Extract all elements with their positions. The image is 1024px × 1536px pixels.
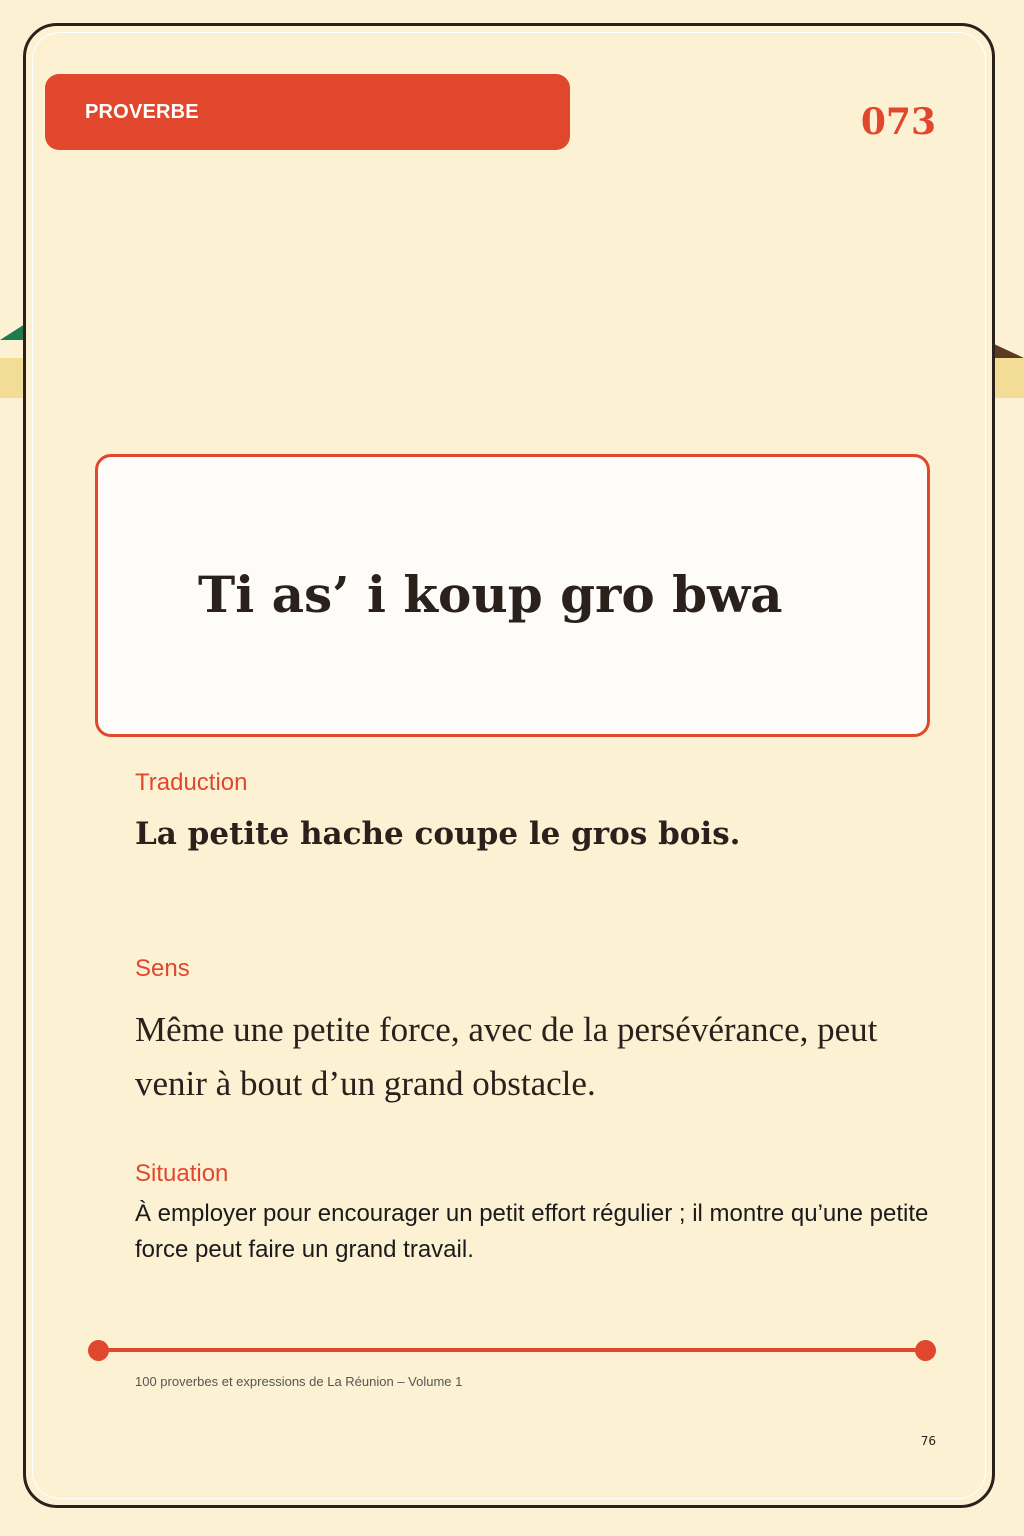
- proverb-number: 073: [860, 101, 936, 143]
- card-inner-border: [32, 32, 986, 1499]
- situation-label: Situation: [135, 1160, 229, 1187]
- divider-dot-right: [915, 1340, 936, 1361]
- situation-text: À employer pour encourager un petit effort régulier ; il montre qu’une petite force peut faire un grand travail.: [135, 1200, 929, 1263]
- proverb-card: [23, 23, 995, 1508]
- translation-text: La petite hache coupe le gros bois.: [135, 816, 741, 852]
- meaning-text: Même une petite force, avec de la persévérance, peut venir à bout d’un grand obstacle.: [135, 1010, 878, 1103]
- footer-divider: [98, 1348, 926, 1352]
- proverb-box: [95, 454, 930, 737]
- category-tag: PROVERBE: [45, 74, 570, 150]
- book-title: 100 proverbes et expressions de La Réunion – Volume 1: [135, 1374, 463, 1389]
- meaning-label: Sens: [135, 955, 190, 982]
- page-number: 76: [920, 1434, 936, 1448]
- translation-label: Traduction: [135, 769, 248, 796]
- divider-dot-left: [88, 1340, 109, 1361]
- background-decoration-right: [994, 344, 1024, 358]
- proverb-text: Ti as’ i koup gro bwa: [198, 565, 783, 624]
